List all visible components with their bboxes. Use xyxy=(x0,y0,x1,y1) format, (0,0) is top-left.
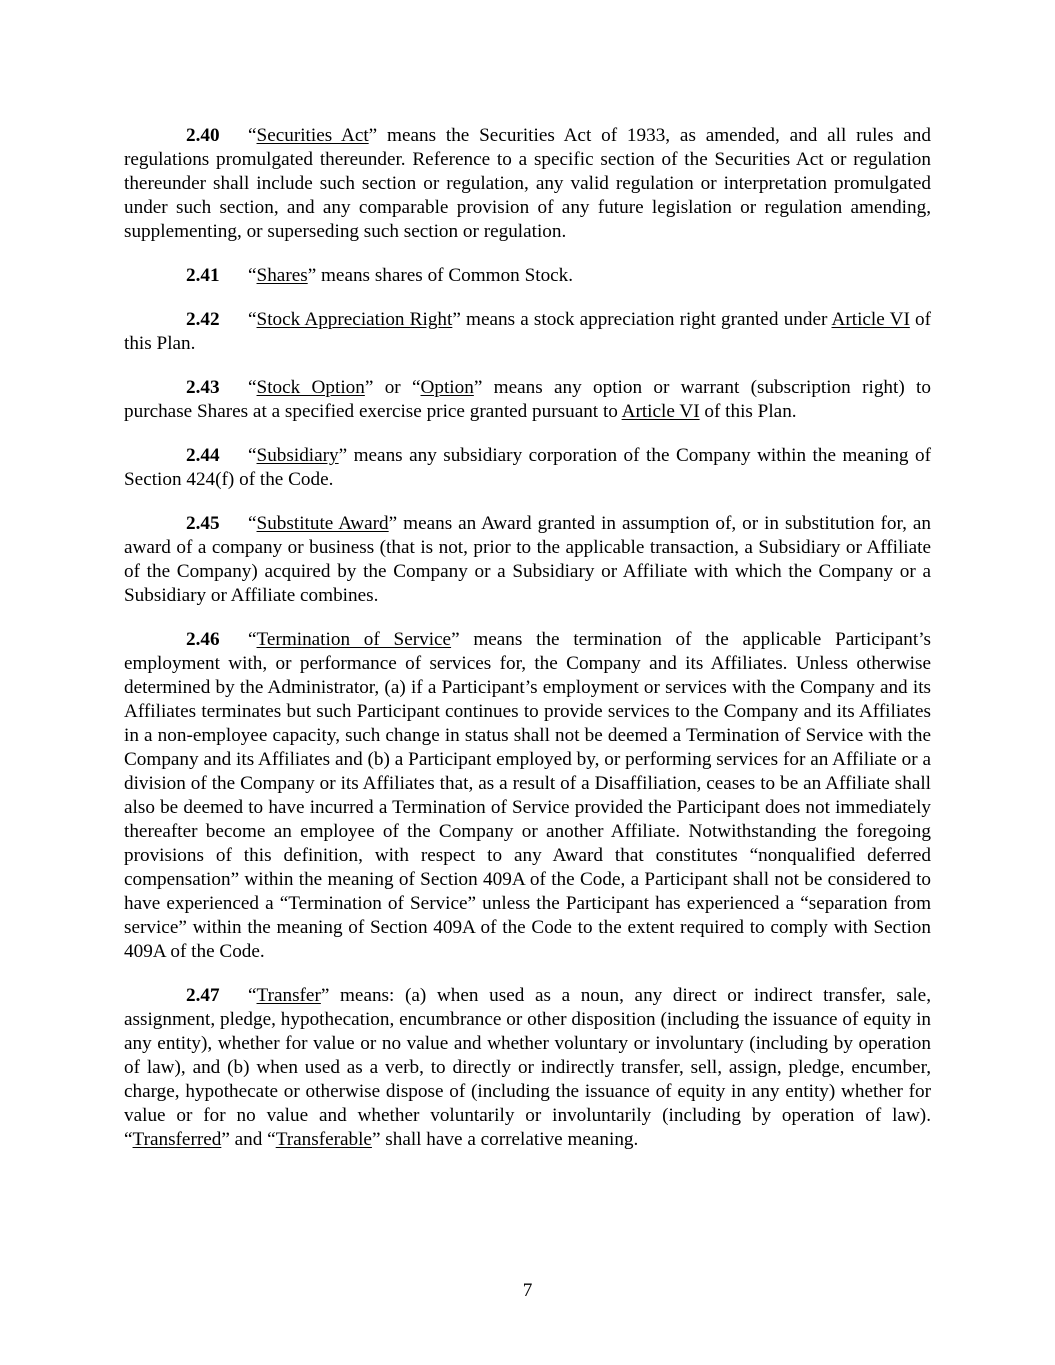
page-number: 7 xyxy=(522,1280,533,1301)
section-number: 2.43 xyxy=(186,377,220,398)
section-text: “ xyxy=(248,265,257,286)
defined-term: Transfer xyxy=(256,985,321,1006)
section-text: ” means a stock appreciation right granted under xyxy=(452,309,832,330)
defined-term: Securities Act xyxy=(256,125,369,146)
section-number: 2.47 xyxy=(186,985,220,1006)
defined-term: Substitute Award xyxy=(256,513,389,534)
document-page xyxy=(124,124,931,1172)
defined-term: Article VI xyxy=(621,401,700,422)
definition-section-2-40 xyxy=(124,124,931,244)
section-text: of this Plan. xyxy=(699,401,797,422)
definition-section-2-47 xyxy=(124,984,931,1152)
section-text: ” shall have a correlative meaning. xyxy=(371,1129,639,1150)
defined-term: Article VI xyxy=(831,309,910,330)
section-text: “ xyxy=(248,125,257,146)
defined-term: Subsidiary xyxy=(256,445,339,466)
definition-section-2-45 xyxy=(124,512,931,608)
section-text: ” means the termination of the applicable Participant’s employment with, or performance of services for, the Company and its Affiliates. Unless otherwise determined by the Administrator, (a) if a Participant’s employment or services with the Company and its Affiliates terminates but such Participant continues to provide services to the Company and its Affiliates in a non-employee capacity, such change in status shall not be deemed a Termination of Service with the Company and its Affiliates and (b) a Participant employed by, or performing services for an Affiliate or a division of the Company or its Affiliates that, as a result of a Disaffiliation, ceases to be an Affiliate shall also be deemed to have incurred a Termination of Service provided the Participant does not immediately thereafter become an employee of the Company or another Affiliate. Notwithstanding the foregoing provisions of this definition, with respect to any Award that constitutes “nonqualified deferred compensation” within the meaning of Section 409A of the Code, a Participant shall not be considered to have experienced a “Termination of Service” unless the Participant has experienced a “separation from service” within the meaning of Section 409A of the Code to the extent required to comply with Section 409A of the Code. xyxy=(124,629,931,962)
definition-section-2-44 xyxy=(124,444,931,492)
definition-section-2-42 xyxy=(124,308,931,356)
section-number: 2.44 xyxy=(186,445,220,466)
definition-section-2-41 xyxy=(124,264,931,288)
defined-term: Transferred xyxy=(132,1129,222,1150)
section-number: 2.41 xyxy=(186,265,220,286)
defined-term: Option xyxy=(420,377,474,398)
section-text: ” means shares of Common Stock. xyxy=(307,265,574,286)
defined-term: Stock Option xyxy=(256,377,365,398)
section-text: ” means any option or warrant (subscription right) to purchase Shares at a specified exercise price granted pursuant to xyxy=(124,377,931,422)
section-text: “ xyxy=(248,513,257,534)
section-text: “ xyxy=(248,985,257,1006)
section-text: “ xyxy=(248,309,257,330)
section-text: ” or “ xyxy=(364,377,421,398)
section-text: “ xyxy=(248,629,257,650)
section-number: 2.42 xyxy=(186,309,220,330)
definition-section-2-46 xyxy=(124,628,931,964)
section-text: ” means the Securities Act of 1933, as amended, and all rules and regulations promulgated thereunder. Reference to a specific section of the Securities Act or regulation thereunder shall include such section or regulation, any valid regulation or interpretation promulgated under such section, and any comparable provision of any future legislation or regulation amending, supplementing, or superseding such section or regulation. xyxy=(124,125,931,242)
section-text: ” means: (a) when used as a noun, any direct or indirect transfer, sale, assignment, pledge, hypothecation, encumbrance or other disposition (including the issuance of equity in any entity), whether for value or no value and whether voluntary or involuntary (including by operation of law), and (b) when used as a verb, to directly or indirectly transfer, sell, assign, pledge, encumber, charge, hypothecate or otherwise dispose of (including the issuance of equity in any entity) whether for value or for no value and whether voluntarily or involuntarily (including by operation of law). “ xyxy=(124,985,931,1150)
defined-term: Stock Appreciation Right xyxy=(256,309,453,330)
defined-term: Transferable xyxy=(275,1129,372,1150)
section-text: ” means an Award granted in assumption of, or in substitution for, an award of a company or business (that is not, prior to the applicable transaction, a Subsidiary or Affiliate of the Company) acquired by the Company or a Subsidiary or Affiliate with which the Company or a Subsidiary or Affiliate combines. xyxy=(124,513,931,606)
section-number: 2.45 xyxy=(186,513,220,534)
definition-section-2-43 xyxy=(124,376,931,424)
section-text: “ xyxy=(248,377,257,398)
defined-term: Termination of Service xyxy=(256,629,452,650)
section-number: 2.46 xyxy=(186,629,220,650)
defined-term: Shares xyxy=(256,265,308,286)
section-text: of this Plan. xyxy=(124,309,931,354)
section-number: 2.40 xyxy=(186,125,220,146)
section-text: ” and “ xyxy=(221,1129,276,1150)
section-text: ” means any subsidiary corporation of the Company within the meaning of Section 424(f) of the Code. xyxy=(124,445,931,490)
section-text: “ xyxy=(248,445,257,466)
